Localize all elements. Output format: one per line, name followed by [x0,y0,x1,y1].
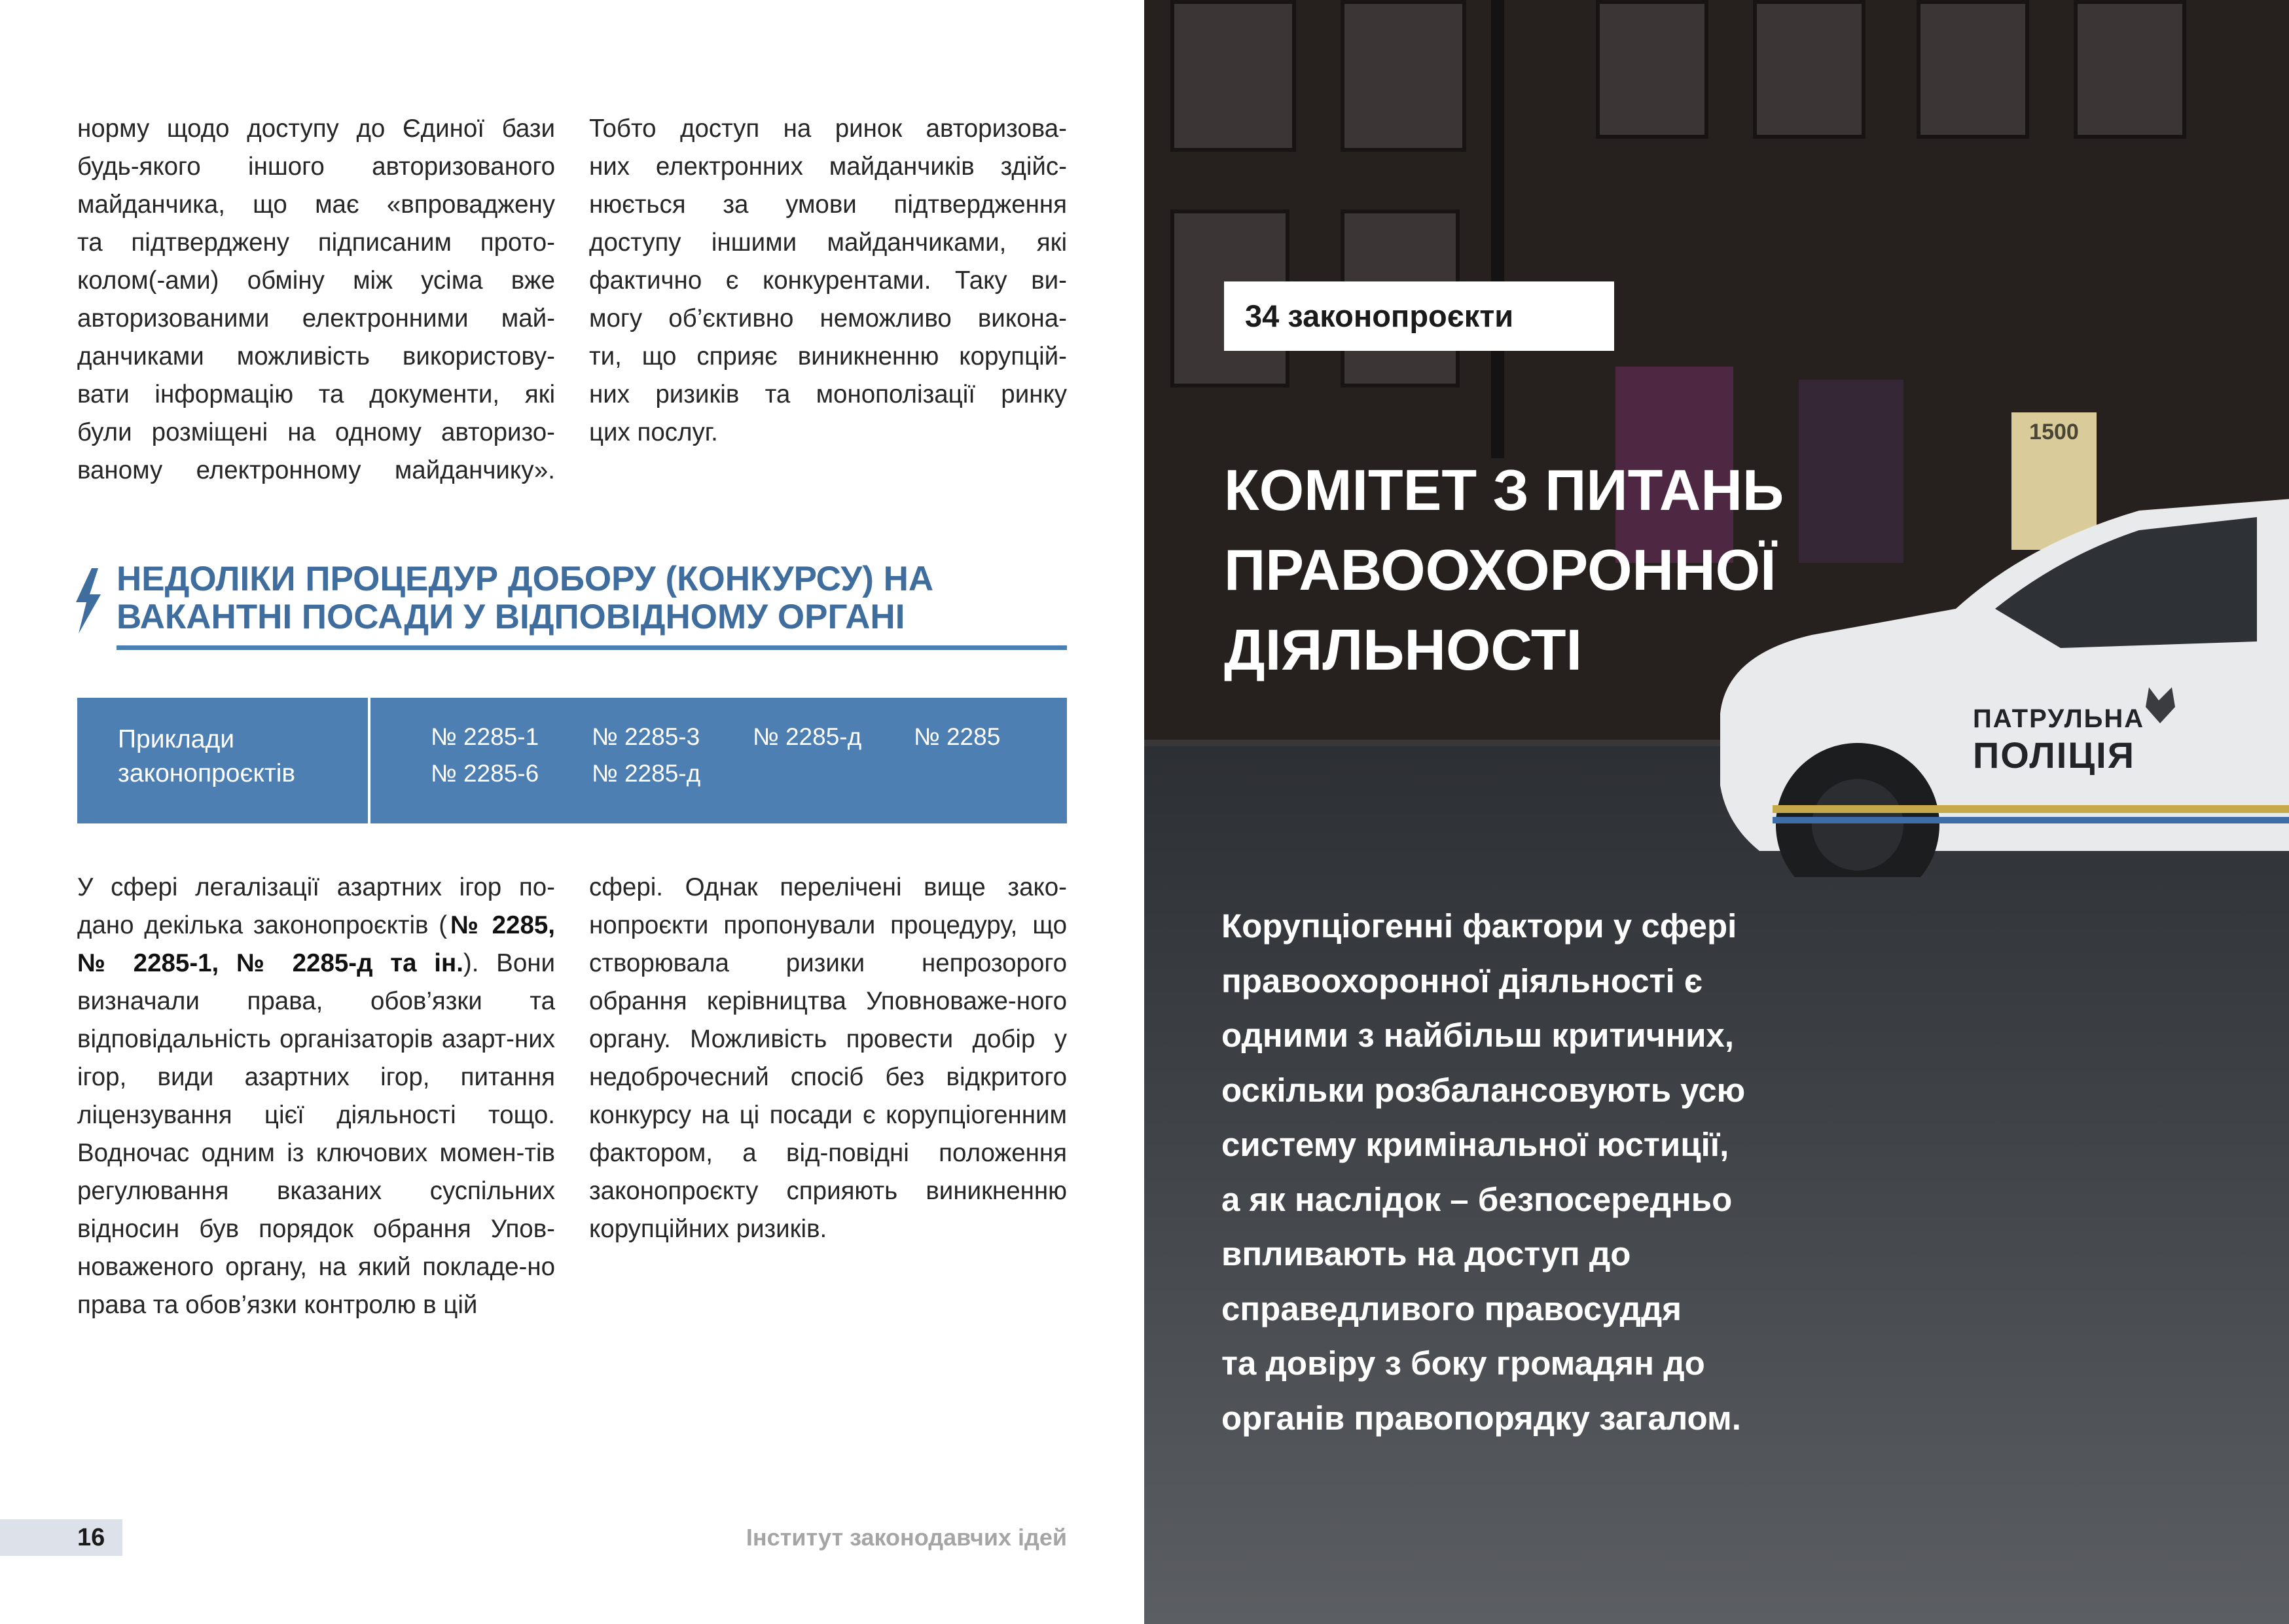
statement-line: систему кримінальної юстиції, [1221,1126,1729,1163]
bills-count-text: 34 законопроєкти [1245,298,1514,333]
building-window [1170,0,1296,152]
paragraph-intro: У сфері легалізації азартних ігор по-дано декілька законопроєктів ( [77,873,555,939]
statement-line: правоохоронної діяльності є [1221,962,1703,1000]
left-page [0,0,1144,1624]
section-heading [117,560,1079,636]
table-divider [368,698,370,823]
text-line: доступу іншими майданчиками, які [589,228,1067,257]
statement-line: Корупціогенні фактори у сфері [1221,907,1737,945]
car-text-line-1: ПАТРУЛЬНА [1973,704,2145,733]
text-line: могу об’єктивно неможливо викона- [589,304,1067,333]
street-sign-text: 1500 [2029,420,2079,444]
text-line: них ризиків та монополізації ринку [589,380,1067,408]
text-line: та підтверджену підписаним прото- [77,228,555,257]
building-window [1917,0,2029,139]
bill-number: № 2285-1 [431,723,539,750]
col2-top-paragraph [589,110,1067,452]
text-line: них електронних майданчиків здійс- [589,153,1067,181]
building-window [2074,0,2186,139]
text-line: майданчика, що має «впроваджену [77,190,555,219]
examples-label-line-2: законопроєктів [118,759,296,787]
text-line: фактично є конкурентами. Таку ви- [589,266,1067,295]
car-text [1973,700,2144,774]
col1-top-paragraph [77,110,555,490]
lamp-pole [1491,0,1504,458]
heading-line-2: ВАКАНТНІ ПОСАДИ У ВІДПОВІДНОМУ ОРГАНІ [117,598,905,636]
committee-title-line: ДІЯЛЬНОСТІ [1224,617,1582,682]
text-line: авторизованими електронними май- [77,304,555,333]
committee-title [1224,450,1879,690]
statement-line: а як наслідок – безпосередньо [1221,1180,1733,1218]
paragraph-rest: ). Вони визначали права, обов’язки та відповідальність організаторів азарт-них ігор, види азартних ігор, питання ліцензування цієї діяльності тощо. Водночас одним із ключових момен-тів регулювання вказаних суспільних відносин був порядок обрання Упов-новаженого органу, на який покладе-но права та обов’язки контролю в цій [77,949,556,1319]
text-line: норму щодо доступу до Єдиної бази [77,115,555,143]
text-line: вати інформацію та документи, які [77,380,555,408]
text-line: будь-якого іншого авторизованого [77,153,555,181]
text-line: ваному електронному майданчику». [77,456,555,484]
key-statement [1221,899,1876,1445]
committee-title-line: ПРАВООХОРОННОЇ [1224,537,1776,602]
lightning-icon [72,568,103,634]
text-line: колом(-ами) обміну між усіма вже [77,266,555,295]
statement-line: одними з найбільш критичних, [1221,1017,1735,1054]
text-line: нюється за умови підтвердження [589,190,1067,219]
bill-number: № 2285-д [592,760,701,787]
text-line: ти, що сприяє виникненню корупцій- [589,342,1067,370]
bills-count-badge [1224,281,1614,351]
statement-line: впливають на доступ до [1221,1235,1631,1272]
statement-line: органів правопорядку загалом. [1221,1399,1741,1437]
statement-line: та довіру з боку громадян до [1221,1344,1705,1382]
bill-number: № 2285-3 [592,723,700,750]
examples-table [77,698,1067,823]
building-window [1753,0,1865,139]
text-line: Тобто доступ на ринок авторизова- [589,115,1067,143]
building-window [1596,0,1708,139]
committee-title-line: КОМІТЕТ З ПИТАНЬ [1224,458,1784,522]
building-window [1341,0,1466,152]
footer-organization: Інститут законодавчих ідей [746,1524,1067,1551]
bill-number: № 2285-6 [431,760,539,787]
statement-line: оскільки розбалансовують усю [1221,1071,1746,1109]
heading-line-1: НЕДОЛІКИ ПРОЦЕДУР ДОБОРУ (КОНКУРСУ) НА [117,560,934,598]
examples-label [118,723,367,791]
heading-underline [117,645,1067,650]
page-number: 16 [77,1524,105,1551]
bill-references: № 2285, № 2285-1, № 2285-д та ін. [77,911,555,977]
bill-number: № 2285-д [753,723,862,750]
col1-bottom-paragraph [77,869,555,1324]
right-page-photo [1144,0,2289,1624]
text-line: були розміщені на одному авторизо- [77,418,555,446]
bill-number: № 2285 [914,723,1001,750]
car-text-line-2: ПОЛІЦІЯ [1973,734,2135,776]
text-line: цих послуг. [589,418,718,446]
col2-bottom-paragraph: сфері. Однак перелічені вище зако-нопроєкти пропонували процедуру, що створювала ризики непрозорого обрання керівництва Уповноваже-ного органу. Можливість провести добір у недоброчесний спосіб без відкритого конкурсу на ці посади є корупціогенним фактором, а від-повідні положення законопроєкту сприяють виникненню корупційних ризиків. [589,873,1067,1243]
text-line: данчиками можливість використову- [77,342,555,370]
statement-line: справедливого правосуддя [1221,1290,1682,1327]
examples-label-line-1: Приклади [118,725,234,753]
